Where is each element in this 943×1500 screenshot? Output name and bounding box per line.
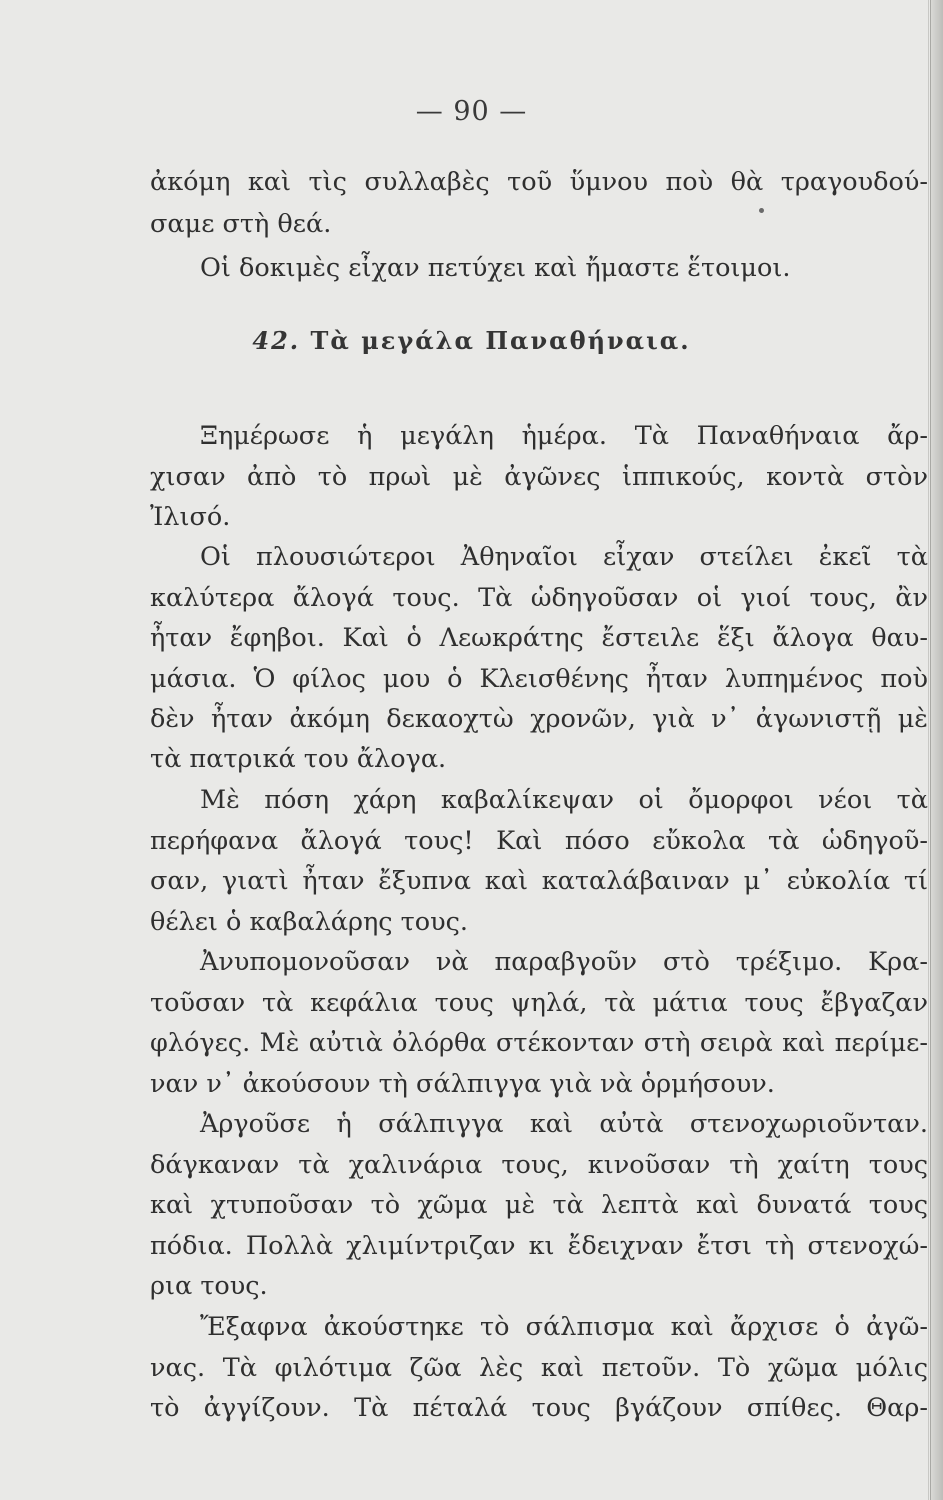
- text-line: φλόγες. Μὲ αὐτιὰ ὀλόρθα στέκονταν στὴ σειρὰ καὶ περίμε-: [150, 1028, 928, 1058]
- text-line: Οἱ πλουσιώτεροι Ἀθηναῖοι εἶχαν στείλει ἐκεῖ τὰ: [200, 542, 928, 572]
- text-line: περήφανα ἄλογά τους! Καὶ πόσο εὔκολα τὰ ὡδηγοῦ-: [150, 826, 928, 856]
- text-line: δὲν ἦταν ἀκόμη δεκαοχτὼ χρονῶν, γιὰ ν᾿ ἀγωνιστῇ μὲ: [150, 704, 928, 734]
- text-line: νας. Τὰ φιλότιμα ζῶα λὲς καὶ πετοῦν. Τὸ χῶμα μόλις: [150, 1353, 928, 1383]
- text-line: ἦταν ἔφηβοι. Καὶ ὁ Λεωκράτης ἔστειλε ἕξι ἄλογα θαυ-: [150, 623, 928, 653]
- text-line: Ἀνυπομονοῦσαν νὰ παραβγοῦν στὸ τρέξιμο. Κρα-: [200, 947, 928, 977]
- text-line: Μὲ πόση χάρη καβαλίκεψαν οἱ ὄμορφοι νέοι τὰ: [200, 785, 928, 815]
- text-line: ἀκόμη καὶ τὶς συλλαβὲς τοῦ ὕμνου ποὺ θὰ τραγουδού-: [150, 167, 928, 197]
- text-line: Ξημέρωσε ἡ μεγάλη ἡμέρα. Τὰ Παναθήναια ἄρ-: [200, 421, 928, 451]
- text-line: τοῦσαν τὰ κεφάλια τους ψηλά, τὰ μάτια τους ἔβγαζαν: [150, 988, 928, 1018]
- text-line: Ἀργοῦσε ἡ σάλπιγγα καὶ αὐτὰ στενοχωριοῦνταν.: [200, 1109, 928, 1139]
- text-line: Ἰλισό.: [150, 502, 231, 532]
- page-number: — 90 —: [415, 96, 528, 127]
- section-title: Τὰ μεγάλα Παναθήναια.: [310, 326, 691, 355]
- text-line: Ἔξαφνα ἀκούστηκε τὸ σάλπισμα καὶ ἄρχισε ὁ ἀγῶ-: [200, 1312, 928, 1342]
- section-heading: [0, 326, 943, 355]
- text-line: δάγκαναν τὰ χαλινάρια τους, κινοῦσαν τὴ χαίτη τους: [150, 1150, 928, 1180]
- text-line: μάσια. Ὁ φίλος μου ὁ Κλεισθένης ἦταν λυπημένος ποὺ: [150, 664, 928, 694]
- text-line: θέλει ὁ καβαλάρης τους.: [150, 907, 469, 937]
- page-edge-shadow: [928, 0, 929, 1500]
- text-line: ρια τους.: [150, 1271, 268, 1301]
- page-edge: [930, 0, 943, 1500]
- text-line: σαν, γιατὶ ἦταν ἔξυπνα καὶ καταλάβαιναν μ᾿ εὐκολία τί: [150, 866, 928, 896]
- text-line: ναν ν᾿ ἀκούσουν τὴ σάλπιγγα γιὰ νὰ ὁρμήσουν.: [150, 1069, 775, 1099]
- text-line: καλύτερα ἄλογά τους. Τὰ ὡδηγοῦσαν οἱ γιοί τους, ἂν: [150, 583, 928, 613]
- text-line: καὶ χτυποῦσαν τὸ χῶμα μὲ τὰ λεπτὰ καὶ δυνατά τους: [150, 1190, 928, 1220]
- text-line: τὸ ἀγγίζουν. Τὰ πέταλά τους βγάζουν σπίθες. Θαρ-: [150, 1393, 928, 1423]
- text-line: Οἱ δοκιμὲς εἶχαν πετύχει καὶ ἤμαστε ἕτοιμοι.: [200, 253, 791, 283]
- text-line: πόδια. Πολλὰ χλιμίντριζαν κι ἔδειχναν ἔτσι τὴ στενοχώ-: [150, 1231, 928, 1261]
- text-line: χισαν ἀπὸ τὸ πρωὶ μὲ ἀγῶνες ἱππικούς, κοντὰ στὸν: [150, 462, 928, 492]
- text-line: τὰ πατρικά του ἄλογα.: [150, 744, 447, 774]
- section-number: 42.: [252, 326, 301, 355]
- text-line: σαμε στὴ θεά.: [150, 209, 332, 239]
